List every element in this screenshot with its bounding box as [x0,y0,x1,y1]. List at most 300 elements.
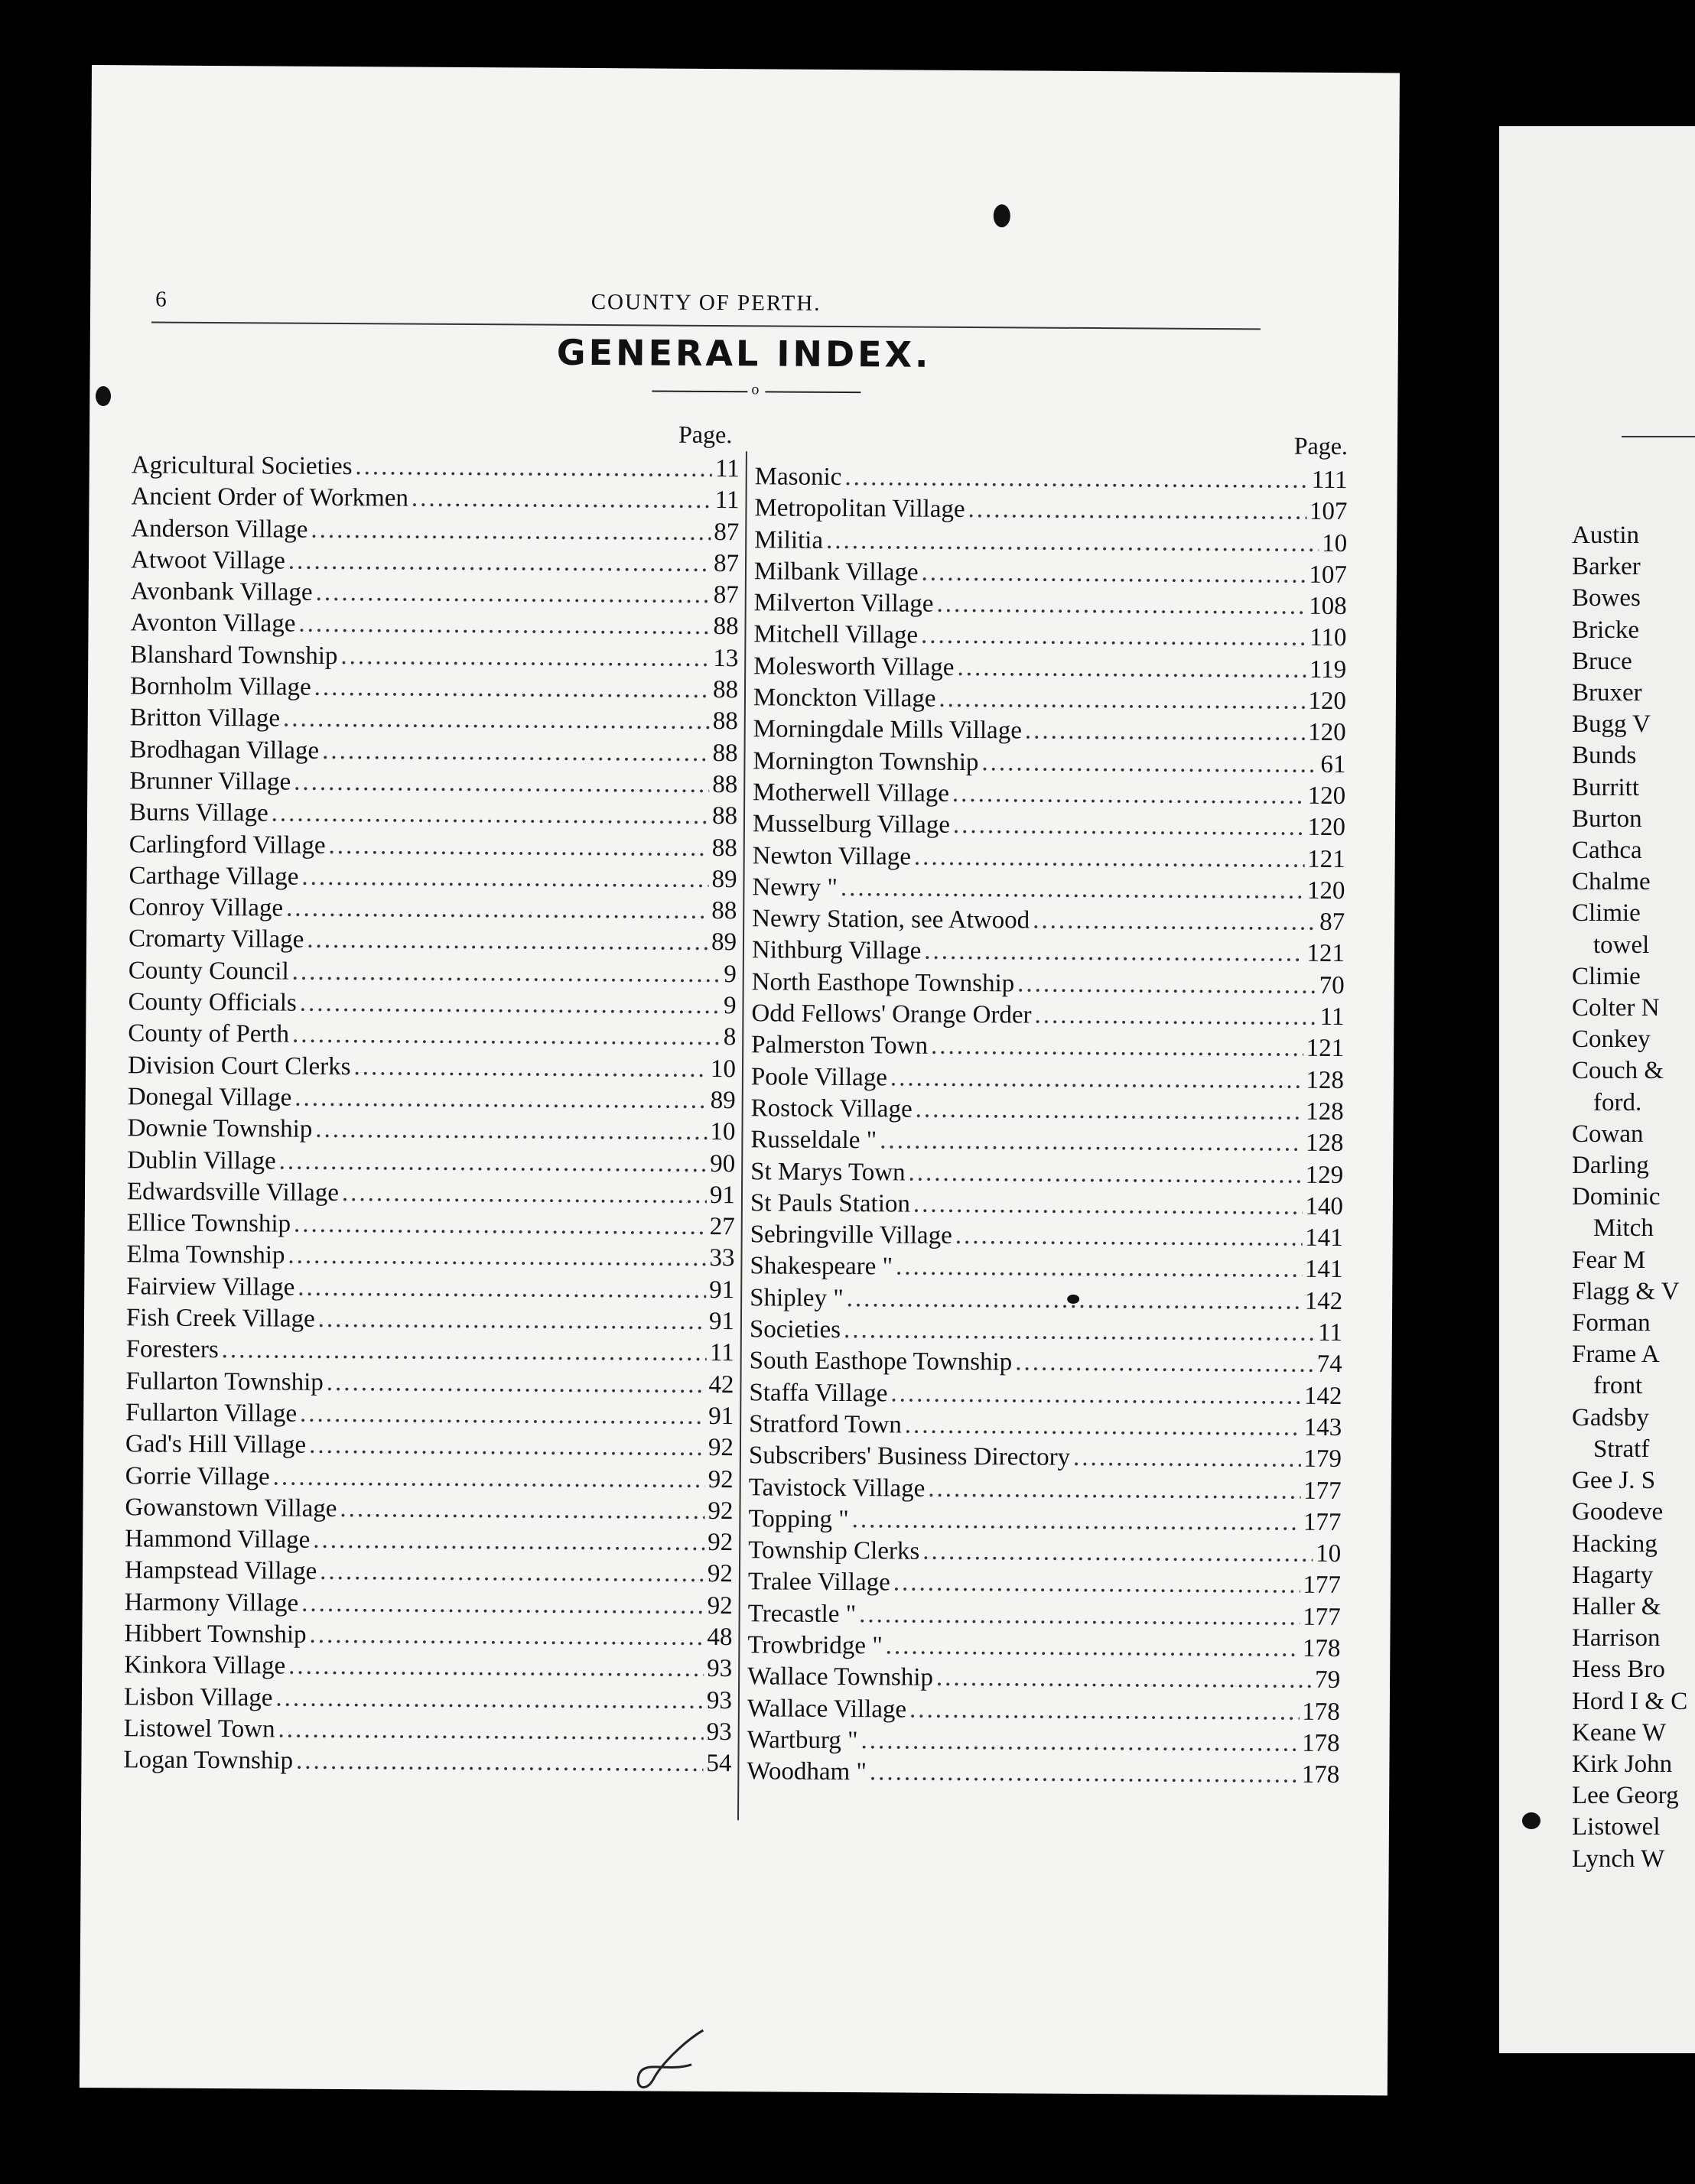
leader-dots [890,1380,1301,1410]
left-index-entry [128,1083,736,1118]
left-index-entry [126,1336,734,1371]
entry-page-number: 93 [707,1655,733,1683]
right-index-entry [751,1063,1344,1098]
left-index-entry [129,799,737,834]
facing-entry: Couch & [1572,1057,1664,1085]
ink-spot [96,386,111,406]
entry-page-number: 120 [1308,719,1346,747]
facing-entry-list [1572,520,1687,1875]
entry-page-number: 93 [706,1718,732,1747]
facing-entry: Mitch [1593,1214,1654,1243]
entry-name: Trowbridge " [747,1631,883,1660]
facing-entry: Goodeve [1572,1498,1664,1526]
left-index-entry [125,1525,733,1560]
facing-entry: Conkey [1572,1025,1651,1054]
right-index-entry [747,1663,1340,1698]
leader-dots [328,831,708,862]
facing-entry: towel [1593,931,1650,959]
entry-name: Newry Station, see Atwood [752,905,1030,934]
left-index-entry [129,830,737,866]
leader-dots [1073,1444,1301,1474]
entry-name: County Officials [128,988,297,1017]
right-index-entry [750,1126,1343,1162]
left-entry-list [123,451,740,1781]
entry-name: Mitchell Village [753,620,919,650]
facing-entry: Burritt [1572,773,1639,801]
entry-name: Musselburg Village [752,810,951,840]
leader-dots [928,1474,1300,1505]
leader-dots [886,1632,1300,1662]
entry-name: Harmony Village [124,1588,299,1617]
entry-name: Mornington Township [753,746,979,776]
ink-spot [994,204,1010,227]
leader-dots [288,1653,704,1683]
entry-page-number: 88 [712,770,738,799]
entry-name: Hibbert Township [124,1620,307,1649]
leader-dots [273,1463,705,1493]
entry-page-number: 91 [709,1181,736,1209]
entry-page-number: 178 [1302,1698,1340,1726]
entry-page-number: 89 [711,928,737,957]
entry-page-number: 61 [1320,750,1346,778]
entry-name: Milbank Village [753,557,919,587]
entry-name: Ellice Township [126,1209,291,1238]
entry-page-number: 89 [711,865,737,894]
facing-entry: Frame A [1572,1341,1660,1369]
entry-page-number: 10 [710,1055,737,1083]
entry-page-number: 119 [1309,655,1347,684]
facing-entry: Climie [1572,899,1641,928]
leader-dots [342,1179,707,1210]
leader-dots [288,1242,706,1272]
entry-page-number: 91 [708,1307,735,1336]
leader-dots [318,1305,706,1336]
entry-name: Trecastle " [747,1599,857,1628]
right-index-entry [753,652,1346,687]
facing-entry: Darling [1572,1152,1649,1180]
right-index-entry [755,463,1348,498]
entry-page-number: 92 [707,1560,734,1588]
entry-name: Shakespeare " [750,1252,893,1281]
entry-page-number: 9 [723,992,737,1020]
left-index-entry [125,1588,733,1623]
title-ornament: o [652,383,862,400]
left-index-entry [129,893,737,928]
leader-dots [913,1190,1303,1220]
entry-page-number: 92 [708,1529,734,1557]
leader-dots [298,610,710,641]
entry-name: Edwardsville Village [126,1178,340,1207]
facing-entry: Hagarty [1572,1561,1654,1589]
pencil-mark [630,2026,715,2095]
left-index-entry [131,578,739,613]
entry-page-number: 13 [713,644,739,672]
entry-page-number: 79 [1315,1666,1341,1695]
facing-entry: Colter N [1572,994,1660,1022]
entry-name: Listowel Town [123,1714,275,1744]
entry-page-number: 88 [711,834,737,862]
entry-page-number: 91 [708,1402,734,1431]
entry-page-number: 178 [1302,1634,1341,1662]
left-index-entry [125,1367,734,1402]
entry-page-number: 121 [1307,845,1345,873]
entry-page-number: 178 [1302,1729,1340,1757]
leader-dots [955,1222,1303,1253]
left-index-entry [127,1209,735,1244]
entry-name: Gad's Hill Village [125,1430,307,1459]
left-index-entry [125,1557,733,1592]
entry-page-number: 88 [712,676,739,704]
right-index-entry [753,778,1345,814]
entry-name: Russeldale " [750,1126,877,1155]
entry-name: Fullarton Village [125,1399,298,1428]
right-index-entry [748,1568,1341,1604]
entry-name: Woodham " [747,1757,867,1786]
right-index-entry [747,1631,1340,1666]
entry-page-number: 89 [710,1086,736,1115]
entry-name: Odd Fellows' Orange Order [751,999,1032,1029]
entry-name: County Council [128,957,289,986]
entry-page-number: 8 [723,1023,737,1051]
page-number: 6 [155,287,167,312]
entry-page-number: 10 [1316,1539,1342,1568]
entry-name: Shipley " [750,1284,844,1312]
leader-dots [880,1127,1303,1158]
leader-dots [314,674,711,704]
leader-dots [309,1432,705,1462]
leader-dots [294,1211,707,1241]
right-index-entry [750,1347,1342,1383]
leader-dots [292,957,721,988]
entry-page-number: 177 [1303,1571,1341,1600]
entry-page-number: 177 [1303,1477,1342,1505]
entry-name: Tavistock Village [748,1473,926,1503]
entry-name: Rostock Village [750,1094,913,1123]
entry-name: Fullarton Township [125,1367,324,1396]
left-index-entry [130,641,738,676]
facing-entry: Barker [1572,553,1641,581]
left-index-entry [127,1178,735,1213]
facing-entry: Hord I & C [1572,1687,1688,1715]
left-index-entry [128,1051,736,1087]
leader-dots [275,1684,704,1714]
facing-entry: Dominic [1572,1183,1661,1211]
entry-page-number: 178 [1301,1760,1340,1789]
entry-name: Donegal Village [127,1083,292,1112]
entry-name: Masonic [754,463,842,491]
entry-page-number: 88 [711,802,738,830]
left-index-entry [132,451,740,486]
entry-page-number: 92 [708,1434,734,1462]
entry-name: Motherwell Village [753,778,950,808]
entry-name: Milverton Village [753,589,934,618]
leader-dots [953,811,1305,842]
left-index-entry [125,1493,733,1529]
leader-dots [870,1758,1299,1789]
leader-dots [278,1715,703,1746]
facing-entry: Bunds [1572,742,1637,770]
page-header [155,288,1257,325]
leader-dots [968,496,1306,526]
leader-dots [272,800,710,830]
entry-page-number: 141 [1304,1256,1343,1284]
facing-entry: Burton [1572,804,1642,833]
entry-page-number: 11 [1318,1318,1343,1347]
right-index-entry [753,747,1345,782]
leader-dots [322,737,710,768]
entry-page-number: 121 [1306,940,1345,968]
left-index-entry [128,1020,736,1055]
right-index-entry [747,1726,1339,1761]
entry-page-number: 42 [708,1370,734,1399]
entry-name: Carlingford Village [129,830,326,860]
entry-name: Wallace Township [747,1662,934,1692]
left-index-entry [125,1462,734,1497]
entry-name: Burns Village [129,798,268,827]
entry-name: Societies [749,1315,841,1344]
facing-page [1499,126,1695,2053]
facing-entry: front [1593,1372,1643,1400]
leader-dots [298,1273,706,1304]
entry-name: North Easthope Township [751,968,1015,998]
leader-dots [286,895,708,925]
entry-name: Hammond Village [125,1525,311,1554]
left-index-entry [130,704,738,739]
left-index-entry [126,1304,734,1339]
facing-entry: Fear M [1572,1246,1646,1274]
leader-dots [301,1589,704,1620]
left-index-entry [129,957,737,992]
right-index-entry [748,1536,1341,1571]
entry-page-number: 27 [709,1213,735,1241]
entry-page-number: 10 [710,1118,736,1146]
right-index-entry [748,1505,1341,1540]
leader-dots [1033,907,1316,937]
facing-entry: Chalme [1572,868,1651,896]
left-index-entry [127,1115,735,1150]
entry-page-number: 88 [713,613,739,641]
facing-entry: Cathca [1572,837,1642,865]
left-index-entry [129,736,737,771]
left-index-entry [130,609,738,645]
entry-name: Brunner Village [129,767,291,796]
facing-entry: Harrison [1572,1624,1661,1653]
leader-dots [307,926,708,957]
right-index-entry [754,589,1347,624]
leader-dots [320,1558,704,1588]
leader-dots [890,1064,1303,1094]
facing-entry: Flagg & V [1572,1277,1680,1305]
entry-name: St Pauls Station [750,1189,911,1218]
entry-page-number: 9 [724,960,737,988]
entry-name: Avonbank Village [130,577,313,606]
right-index-entry [747,1695,1340,1730]
leader-dots [936,1664,1312,1695]
leader-dots [279,1147,708,1178]
leader-dots [936,590,1306,621]
right-index-entry [752,937,1345,972]
leader-dots [340,642,710,673]
entry-name: Nithburg Village [751,936,922,966]
left-index-entry [124,1714,732,1750]
leader-dots [861,1727,1299,1757]
left-index-entry [124,1652,732,1687]
entry-page-number: 143 [1303,1413,1342,1441]
entry-page-number: 11 [714,454,740,483]
ink-spot [1522,1812,1540,1829]
entry-name: Cromarty Village [128,925,304,954]
right-index-entry [751,999,1344,1035]
right-index-entry [751,1094,1344,1129]
entry-name: County of Perth [128,1019,290,1048]
entry-name: Lisbon Village [123,1682,273,1712]
entry-page-number: 107 [1309,561,1348,589]
leader-dots [852,1506,1300,1537]
right-index-entry [750,1315,1342,1350]
entry-name: Tralee Village [747,1568,890,1597]
entry-name: Newton Village [752,841,912,871]
facing-entry: Cowan [1572,1120,1644,1148]
right-index-entry [752,873,1345,908]
right-index-entry [753,842,1345,877]
facing-entry: Keane W [1572,1718,1667,1747]
leader-dots [931,1032,1303,1063]
entry-page-number: 48 [707,1623,733,1652]
right-index-entry [754,495,1347,530]
entry-name: Staffa Village [749,1378,888,1407]
entry-page-number: 88 [712,707,738,736]
leader-dots [222,1336,707,1367]
leader-dots [311,515,711,546]
facing-entry: Gadsby [1572,1403,1649,1432]
left-index-entry [128,988,736,1023]
right-index-entry [749,1379,1342,1414]
left-index-entry [130,672,738,707]
entry-name: Wartburg " [747,1726,858,1755]
leader-dots [909,1695,1299,1726]
entry-page-number: 70 [1319,971,1345,999]
right-index-entry [752,968,1345,1003]
facing-entry: Forman [1572,1309,1651,1337]
entry-name: Ancient Order of Workmen [131,483,409,512]
entry-name: Downie Township [127,1114,313,1144]
entry-name: Militia [754,525,824,554]
entry-page-number: 92 [707,1591,733,1620]
left-index-entry [131,483,739,518]
entry-name: St Marys Town [750,1157,906,1187]
entry-page-number: 120 [1307,813,1346,842]
entry-name: Atwoot Village [130,546,285,575]
entry-page-number: 87 [713,581,739,609]
entry-page-number: 11 [714,486,740,515]
leader-dots [292,1021,721,1051]
leader-dots [283,705,710,736]
left-index-entry [125,1431,734,1466]
left-index-entry [124,1620,732,1655]
facing-entry: Bricke [1572,616,1639,644]
entry-page-number: 128 [1306,1066,1345,1094]
page-column-heading: Page. [1293,431,1349,460]
leader-dots [896,1253,1302,1284]
right-index-entry [753,716,1346,751]
right-index-entry [750,1189,1343,1224]
entry-page-number: 92 [708,1497,734,1525]
leader-dots [353,1053,708,1084]
entry-name: Bornholm Village [129,672,311,701]
left-index-entry [123,1746,731,1781]
leader-dots [859,1601,1300,1632]
right-index-entry [753,811,1345,846]
index-page [80,65,1400,2095]
facing-entry: Gee J. S [1572,1467,1656,1495]
right-index-entry [748,1600,1341,1635]
leader-dots [841,874,1304,905]
leader-dots [844,1316,1315,1347]
entry-name: Brodhagan Village [129,735,320,765]
entry-name: Newry " [752,873,838,902]
index-column-right [747,428,1349,1789]
entry-page-number: 92 [708,1465,734,1493]
leader-dots [905,1411,1301,1441]
right-index-entry [750,1253,1342,1288]
right-index-entry [754,526,1347,561]
entry-page-number: 128 [1305,1129,1344,1158]
leader-dots [300,1400,705,1431]
left-index-entry [126,1272,734,1308]
leader-dots [1034,1002,1316,1032]
entry-name: Anderson Village [131,514,308,544]
entry-page-number: 88 [711,897,737,925]
entry-page-number: 110 [1309,624,1347,652]
leader-dots [327,1369,706,1399]
right-index-entry [751,1032,1344,1067]
entry-page-number: 74 [1316,1350,1342,1379]
entry-page-number: 87 [714,518,740,546]
right-index-entry [753,621,1346,656]
entry-page-number: 120 [1307,782,1346,810]
left-index-entry [124,1683,732,1718]
right-index-entry [749,1410,1342,1445]
leader-dots [296,1747,704,1778]
entry-name: Molesworth Village [753,652,955,681]
left-index-entry [127,1146,735,1181]
leader-dots [1017,970,1316,999]
entry-page-number: 33 [709,1244,735,1272]
entry-name: Fish Creek Village [125,1304,315,1333]
facing-entry: Climie [1572,962,1641,990]
leader-dots [844,463,1308,495]
leader-dots [340,1495,704,1526]
entry-page-number: 142 [1303,1382,1342,1410]
leader-dots [412,485,712,515]
right-entry-list [747,463,1348,1792]
leader-dots [908,1159,1302,1189]
entry-name: Morningdale Mills Village [753,715,1023,745]
leader-dots [1025,717,1306,747]
entry-name: Division Court Clerks [127,1051,351,1081]
left-index-entry [126,1241,734,1276]
entry-page-number: 111 [1311,466,1348,495]
entry-page-number: 54 [706,1750,732,1778]
entry-page-number: 87 [1319,908,1345,937]
right-index-entry [747,1757,1339,1792]
entry-page-number: 128 [1306,1097,1344,1126]
left-index-entry [125,1399,734,1434]
entry-name: Sebringville Village [750,1220,952,1250]
facing-entry: Bruxer [1572,679,1642,707]
entry-name: Poole Village [750,1062,888,1092]
entry-name: Wallace Village [747,1694,907,1724]
